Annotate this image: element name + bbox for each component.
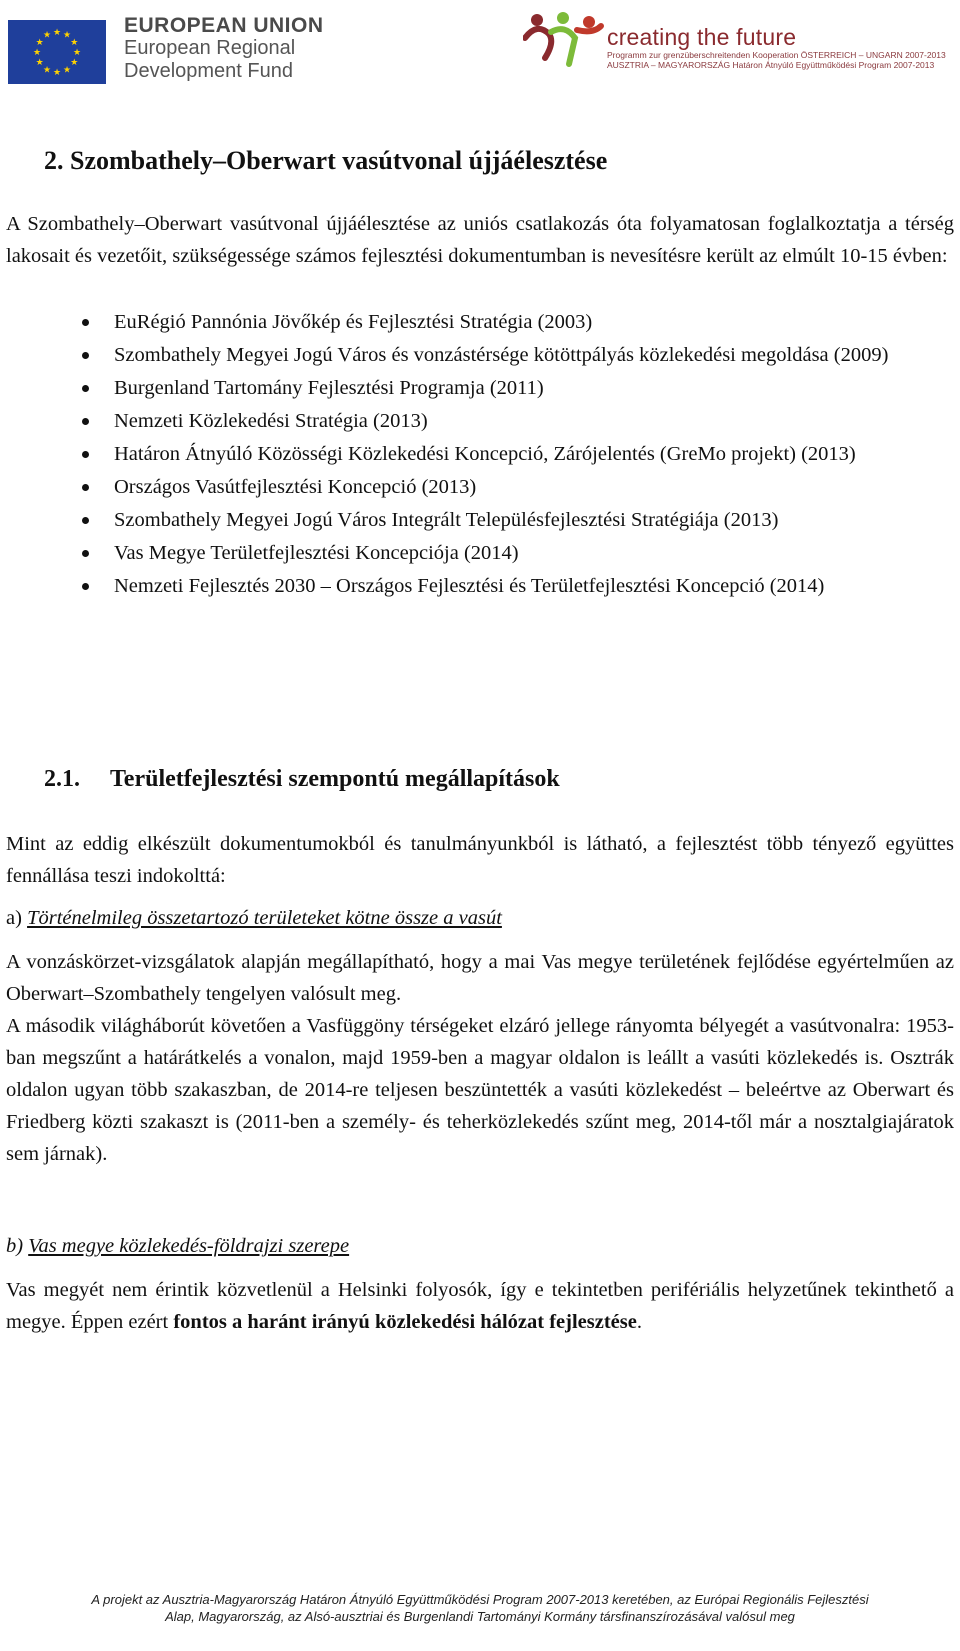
list-item: Határon Átnyúló Közösségi Közlekedési Koncepció, Zárójelentés (GreMo projekt) (2013) — [6, 438, 954, 470]
eu-star-icon: ★ — [35, 37, 44, 47]
point-b-heading: b) Vas megye közlekedés-földrajzi szerepe — [6, 1235, 350, 1257]
section-intro: A Szombathely–Oberwart vasútvonal újjáélesztése az uniós csatlakozás óta folyamatosan foglalkoztatja a térség lakosait és vezetőit, szükségessége számos fejlesztési dokumentumban is nevesítésre került az elmúlt 10-15 évben: — [6, 213, 954, 267]
list-item: Szombathely Megyei Jogú Város és vonzástérsége kötöttpályás közlekedési megoldása (2009) — [6, 339, 954, 371]
eu-flag-logo — [8, 20, 106, 84]
eu-line3: Development Fund — [124, 60, 293, 82]
list-item: Szombathely Megyei Jogú Város Integrált Településfejlesztési Stratégiája (2013) — [6, 504, 954, 536]
page-header — [0, 0, 960, 100]
eu-star-icon: ★ — [52, 67, 62, 77]
eu-line2: European Regional — [124, 37, 296, 59]
bullet-icon — [82, 484, 89, 491]
list-item: EuRégió Pannónia Jövőkép és Fejlesztési Stratégia (2003) — [6, 306, 954, 338]
eu-star-icon: ★ — [70, 37, 79, 47]
ctf-subtitle-hu: AUSZTRIA – MAGYARORSZÁG Határon Átnyúló Együttműködési Program 2007-2013 — [607, 60, 935, 70]
section-title: 2. Szombathely–Oberwart vasútvonal újjáélesztése — [44, 146, 608, 175]
eu-star-icon: ★ — [62, 64, 72, 75]
subsection-heading: Területfejlesztési szempontú megállapítások — [110, 766, 560, 792]
bullet-icon — [82, 451, 89, 458]
eu-star-icon: ★ — [72, 47, 82, 57]
footer-line2: Alap, Magyarország, az Alsó-ausztriai és Burgenlandi Tartományi Kormány társfinanszírozásával valósul meg — [165, 1609, 795, 1624]
emphasis-text: fontos a haránt irányú közlekedési hálózat fejlesztése — [173, 1311, 637, 1333]
eu-star-icon: ★ — [42, 64, 52, 75]
eu-star-icon: ★ — [35, 57, 44, 67]
bullet-icon — [82, 418, 89, 425]
footer-line1: A projekt az Ausztria-Magyarország Határon Átnyúló Együttműködési Program 2007-2013 keretében, az Európai Regionális Fejlesztési — [91, 1592, 869, 1607]
eu-star-icon: ★ — [70, 57, 79, 67]
subsection-intro: Mint az eddig elkészült dokumentumokból és tanulmányunkból is látható, a fejlesztést több tényező együttes fennállása teszi indokolttá: — [6, 833, 954, 887]
list-item: Vas Megye Területfejlesztési Koncepciója (2014) — [6, 537, 954, 569]
point-a-paragraph-1: A vonzáskörzet-vizsgálatok alapján megállapítható, hogy a mai Vas megye területének fejlődése egyértelműen az Oberwart–Szombathely tengelyen valósult meg. — [6, 951, 954, 1005]
bullet-icon — [82, 385, 89, 392]
point-a-heading: a) Történelmileg összetartozó területeket kötne össze a vasút — [6, 907, 502, 929]
list-item: Országos Vasútfejlesztési Koncepció (2013) — [6, 471, 954, 503]
list-item: Nemzeti Fejlesztés 2030 – Országos Fejlesztési és Területfejlesztési Koncepció (2014) — [6, 570, 954, 602]
subsection-title — [44, 766, 560, 793]
list-item: Burgenland Tartomány Fejlesztési Programja (2011) — [6, 372, 954, 404]
ctf-subtitle-de: Programm zur grenzüberschreitenden Kooperation ÖSTERREICH – UNGARN 2007-2013 — [607, 50, 946, 60]
eu-star-icon: ★ — [62, 29, 72, 40]
bullet-icon — [82, 319, 89, 326]
bullet-icon — [82, 517, 89, 524]
list-item: Nemzeti Közlekedési Stratégia (2013) — [6, 405, 954, 437]
eu-star-icon: ★ — [42, 29, 52, 40]
page-footer — [0, 1591, 960, 1625]
eu-star-icon: ★ — [32, 47, 42, 57]
point-a-paragraph-2: A második világháborút követően a Vasfüggöny térségeket elzáró jellege rányomta bélyegét a vasútvonalra: 1953-ban megszűnt a határátkelés a vonalon, majd 1959-ben a magyar oldalon is leállt a vasúti közlekedés is. Osztrák oldalon ugyan több szakaszban, de 2014-re teljesen beszüntették a vasúti közlekedést – beleértve az Oberwart és Friedberg közti szakaszt is (2011-ben a személy- és teherközlekedés szűnt meg, 2014-től már a nosztalgiajáratok sem járnak). — [6, 1015, 954, 1165]
eu-line1: EUROPEAN UNION — [124, 14, 324, 37]
point-a-title: Történelmileg összetartozó területeket kötne össze a vasút — [27, 907, 502, 929]
point-b-paragraph: Vas megyét nem érintik közvetlenül a Helsinki folyosók, így e tekintetben perifériális helyzetűnek tekinthető a megye. Éppen ezért fontos a haránt irányú közlekedési hálózat fejlesztése. — [6, 1279, 954, 1333]
eu-star-icon: ★ — [52, 27, 62, 37]
creating-the-future-text — [607, 24, 957, 70]
document-list — [6, 306, 954, 603]
bullet-icon — [82, 550, 89, 557]
creating-the-future-logo — [523, 8, 605, 74]
point-b-title: Vas megye közlekedés-földrajzi szerepe — [28, 1235, 350, 1257]
subsection-number: 2.1. — [44, 766, 80, 792]
bullet-icon — [82, 583, 89, 590]
bullet-icon — [82, 352, 89, 359]
ctf-title: creating the future — [607, 24, 797, 50]
eu-logo-text — [124, 14, 344, 83]
